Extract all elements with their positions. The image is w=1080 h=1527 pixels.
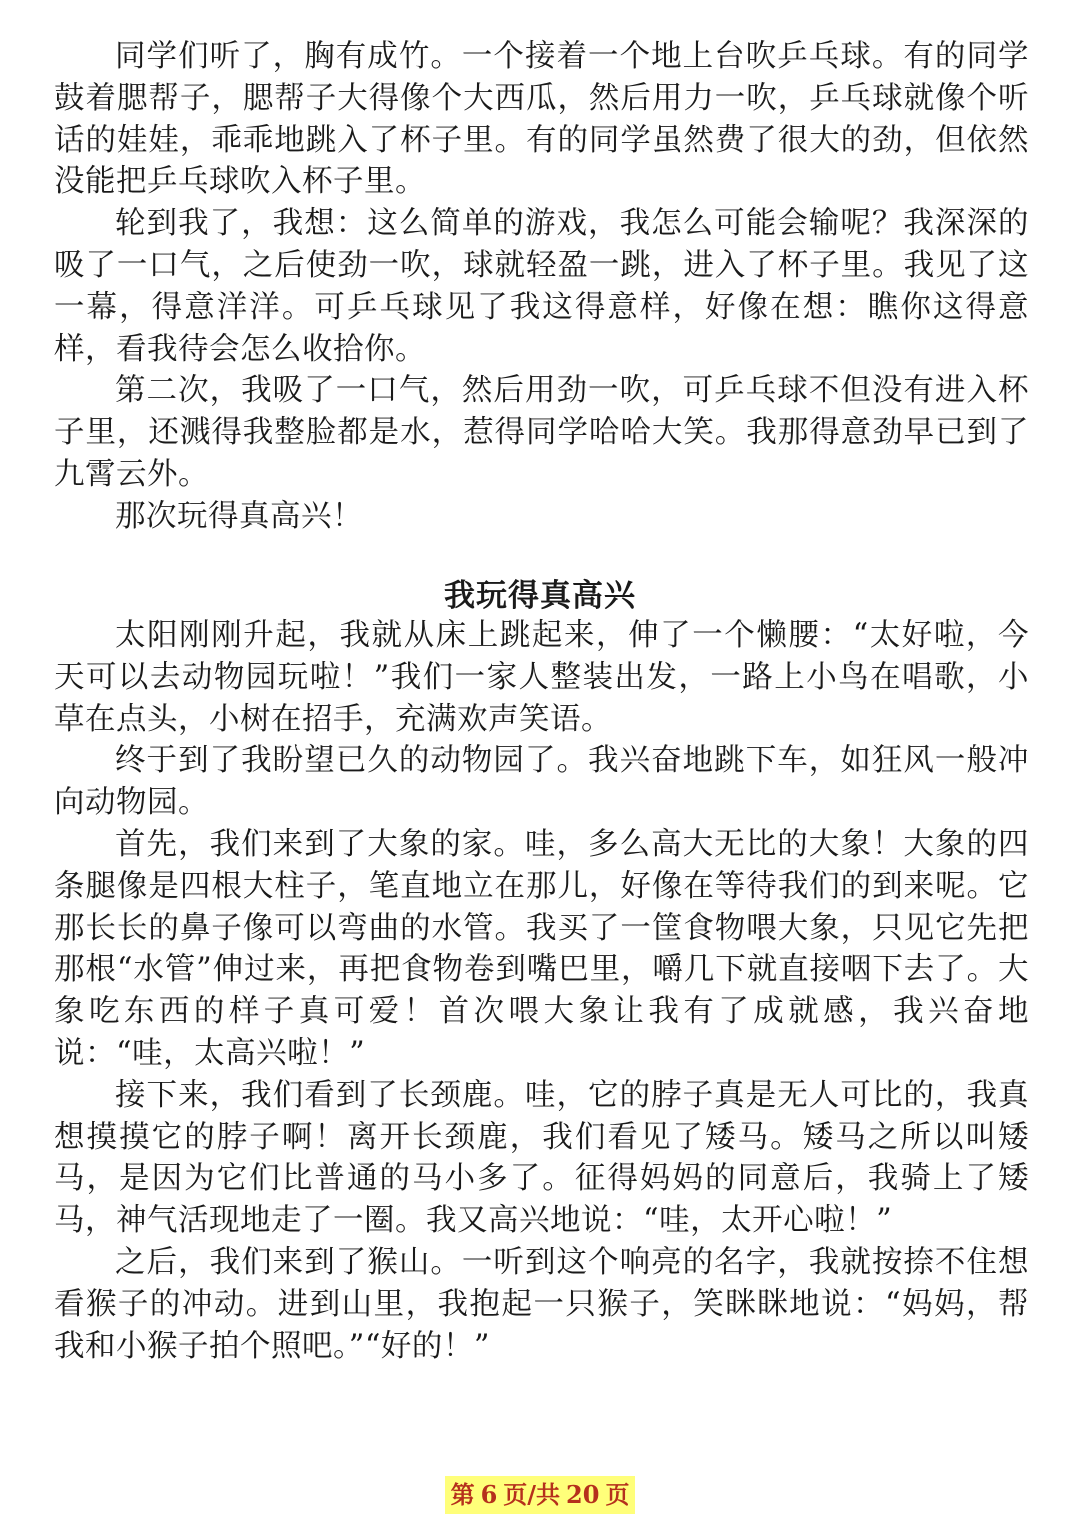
paragraph: 那次玩得真高兴！ — [115, 498, 363, 534]
page-number-footer — [0, 1476, 1080, 1514]
paragraph: 太阳刚刚升起，我就从床上跳起来，伸了一个懒腰：“太好啦，今天可以去动物园玩啦！”我们一家人整装出发，一路上小鸟在唱歌，小草在点头，小树在招手，充满欢声笑语。 — [54, 618, 1029, 737]
paragraph: 之后，我们来到了猴山。一听到这个响亮的名字，我就按捺不住想看猴子的冲动。进到山里，我抱起一只猴子，笑眯眯地说：“妈妈，帮我和小猴子拍个照吧。”“好的！” — [54, 1244, 1029, 1364]
page-total: 20 — [566, 1480, 600, 1509]
paragraph: 接下来，我们看到了长颈鹿。哇，它的脖子真是无人可比的，我真想摸摸它的脖子啊！离开长颈鹿，我们看见了矮马。矮马之所以叫矮马，是因为它们比普通的马小多了。征得妈妈的同意后，我骑上了矮马，神气活现地走了一圈。我又高兴地说：“哇，太开心啦！” — [54, 1077, 1029, 1239]
essay-body — [54, 615, 1029, 1367]
page-total-suffix: 页 — [605, 1480, 630, 1509]
essay-title: 我玩得真高兴 — [444, 578, 636, 614]
page-prefix: 第 — [450, 1480, 475, 1509]
paragraph: 同学们听了，胸有成竹。一个接着一个地上台吹乒乓球。有的同学鼓着腮帮子，腮帮子大得像个大西瓜，然后用力一吹，乒乓球就像个听话的娃娃，乖乖地跳入了杯子里。有的同学虽然费了很大的劲，但依然没能把乒乓球吹入杯子里。 — [54, 39, 1029, 200]
previous-essay-continuation — [54, 36, 1029, 538]
paragraph: 轮到我了，我想：这么简单的游戏，我怎么可能会输呢？我深深的吸了一口气，之后使劲一吹，球就轻盈一跳，进入了杯子里。我见了这一幕，得意洋洋。可乒乓球见了我这得意样，好像在想：瞧你这得意样，看我待会怎么收拾你。 — [54, 206, 1029, 367]
page-number-highlight — [445, 1476, 636, 1514]
paragraph: 首先，我们来到了大象的家。哇，多么高大无比的大象！大象的四条腿像是四根大柱子，笔直地立在那儿，好像在等待我们的到来呢。它那长长的鼻子像可以弯曲的水管。我买了一筐食物喂大象，只见它先把那根“水管”伸过来，再把食物卷到嘴巴里，嚼几下就直接咽下去了。大象吃东西的样子真可爱！首次喂大象让我有了成就感，我兴奋地说：“哇，太高兴啦！” — [54, 826, 1029, 1071]
paragraph: 终于到了我盼望已久的动物园了。我兴奋地跳下车，如狂风一般冲向动物园。 — [54, 743, 1029, 821]
page-suffix: 页/共 — [503, 1480, 561, 1509]
page-current: 6 — [480, 1480, 498, 1509]
paragraph: 第二次，我吸了一口气，然后用劲一吹，可乒乓球不但没有进入杯子里，还溅得我整脸都是水，惹得同学哈哈大笑。我那得意劲早已到了九霄云外。 — [54, 373, 1029, 492]
